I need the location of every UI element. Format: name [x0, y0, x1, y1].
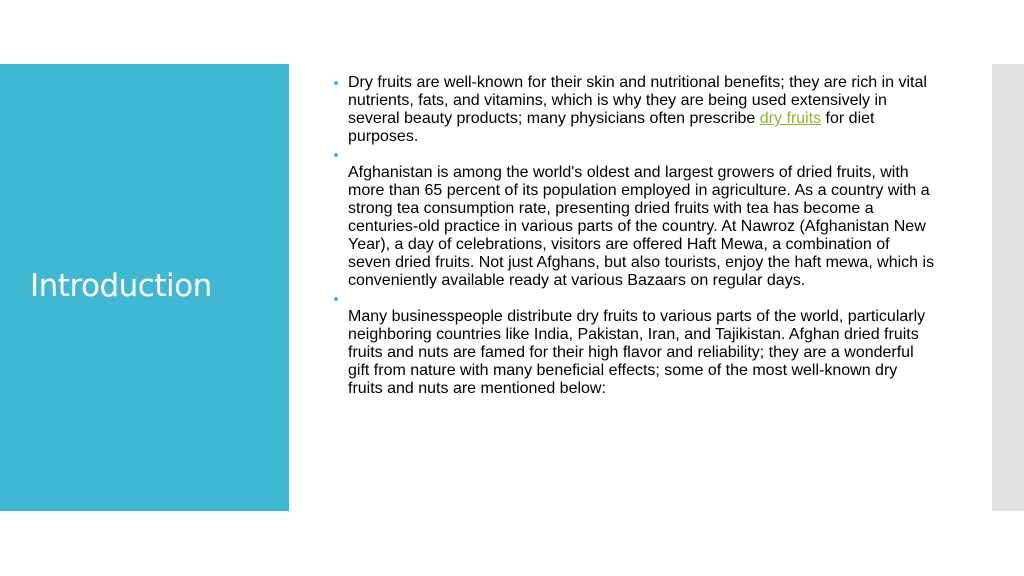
- bullet-text-after-link: for diet purposes.: [348, 110, 875, 145]
- bullet-text: [348, 74, 936, 146]
- bullet-dot-icon: [334, 297, 338, 301]
- bullet-dot-icon: [334, 153, 338, 157]
- bullet-item-1: [332, 74, 936, 146]
- dry-fruits-link[interactable]: dry fruits: [759, 110, 822, 127]
- slide-content: [332, 74, 936, 398]
- bullet-text-before-link: Dry fruits are well-known for their skin and nutritional benefits; they are rich in vital nutrients, fats, and vitamins, which is why they are being used extensively in several beauty products; many physicians often prescribe: [348, 74, 927, 127]
- bullet-item-2: [332, 146, 936, 290]
- bullet-item-3: [332, 290, 936, 398]
- right-decorative-strip: [992, 64, 1024, 511]
- bullet-text: Afghanistan is among the world's oldest and largest growers of dried fruits, with more than 65 percent of its population employed in agriculture. As a country with a strong tea consumption rate, presenting dried fruits with tea has become a centuries-old practice in various parts of the country. At Nawroz (Afghanistan New Year), a day of celebrations, visitors are offered Haft Mewa, a combination of seven dried fruits. Not just Afghans, but also tourists, enjoy the haft mewa, which is conveniently available ready at various Bazaars on regular days.: [348, 164, 935, 289]
- slide-title: Introduction: [30, 268, 212, 304]
- bullet-blank-line: [348, 290, 936, 308]
- bullet-blank-line: [348, 146, 936, 164]
- bullet-dot-icon: [334, 81, 338, 85]
- bullet-text: Many businesspeople distribute dry fruits to various parts of the world, particularly neighboring countries like India, Pakistan, Iran, and Tajikistan. Afghan dried fruits fruits and nuts are famed for their high flavor and reliability; they are a wonderful gift from nature with many beneficial effects; some of the most well-known dry fruits and nuts are mentioned below:: [348, 308, 926, 397]
